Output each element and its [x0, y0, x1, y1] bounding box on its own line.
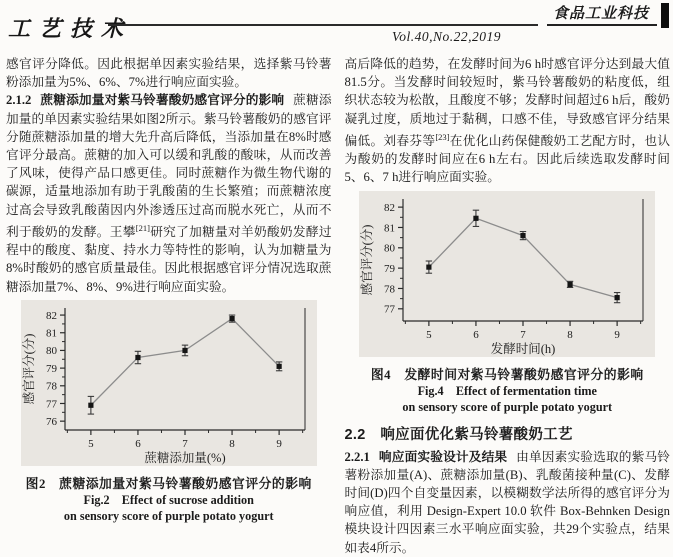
paragraph-text: 感官评分降低。因此根据单因素实验结果，选择紫马铃薯粉添加量为5%、6%、7%进行响应面实验。: [6, 57, 332, 90]
data-point-marker: [474, 215, 479, 220]
paragraph-text: 研究了加糖量对羊奶酸奶发酵过程中的酸度、黏度、持水力等特性的影响，认为加糖量为8%时酸奶的感官质量最佳。因此根据感官评分情况选取蔗糖添加量7%、8%、9%进行响应面实验。: [6, 225, 332, 294]
x-tick-label: 8: [567, 328, 574, 341]
right-column: [345, 55, 671, 557]
y-tick-label: 79: [45, 362, 57, 375]
section-2-1-2-paragraph: [6, 91, 332, 295]
x-tick-label: 8: [229, 437, 235, 450]
x-axis-label: 蔗糖添加量(%): [144, 450, 226, 465]
figure-4-caption-en-line2: on sensory score of purple potato yogurt: [402, 400, 613, 415]
journal-logo-bar: [661, 3, 669, 28]
y-axis-label: 感官评分(分): [360, 224, 375, 296]
column-section-label: 工艺技术: [8, 16, 133, 41]
y-tick-label: 78: [45, 380, 57, 393]
x-tick-label: 7: [520, 328, 526, 341]
y-tick-label: 81: [384, 221, 396, 234]
x-tick-label: 9: [276, 437, 282, 450]
paragraph-text: 高后降低的趋势，在发酵时间为6 h时感官评分达到最大值81.5分。当发酵时间较短时，紫马铃薯酸奶的粘度低，组织状态较为松散，且酸度不够；发酵时间超过6 h后，酸奶凝乳过度，质地过于黏稠，口感不佳，导致感官评分结果偏低。刘春芬等: [344, 57, 670, 149]
figure-2-caption-en-line2: on sensory score of purple potato yogurt: [63, 509, 274, 524]
section-title: 响应面实验设计及结果: [378, 449, 508, 464]
paragraph: [6, 55, 332, 91]
figure-2-caption-en-line1: Fig.2 Effect of sucrose addition: [83, 492, 254, 507]
x-tick-label: 6: [473, 328, 479, 341]
data-point-marker: [427, 264, 432, 269]
x-tick-label: 5: [87, 437, 94, 450]
citation-ref-21: [21]: [135, 222, 150, 233]
section-number: 2.2.1: [344, 449, 370, 464]
citation-ref-23: [23]: [435, 131, 450, 142]
y-tick-label: 80: [45, 345, 57, 358]
data-point-marker: [521, 233, 526, 238]
figure-2-caption-cn: 图2 蔗糖添加量对紫马铃薯酸奶感官评分的影响: [25, 476, 312, 491]
y-tick-label: 77: [384, 303, 396, 316]
section-title: 蔗糖添加量对紫马铃薯酸奶感官评分的影响: [40, 93, 285, 108]
two-column-content: [0, 50, 673, 557]
paragraph-text: 由单因素实验选取的紫马铃薯粉添加量(A)、蔗糖添加量(B)、乳酸菌接种量(C)、发酵时间(D)四个自变量因素，以模糊数学法所得的感官评分为响应值，利用 Design-Expert 10.0 软件 Box-Behnken Design 模块设计四因素三水平响应面实验，共29个实验点，结果如表4所示。: [344, 449, 670, 555]
y-axis-label: 感官评分(分): [21, 333, 36, 405]
x-tick-label: 9: [614, 328, 621, 341]
x-tick-label: 6: [134, 437, 141, 450]
data-point-marker: [182, 348, 187, 353]
data-point-marker: [615, 295, 620, 300]
header-divider: [108, 24, 538, 26]
journal-logo: 食品工业科技: [547, 1, 657, 26]
y-tick-label: 82: [384, 201, 396, 214]
section-number: 2.1.2: [6, 93, 32, 108]
figure-4: [355, 191, 659, 416]
figure-4-chart-host: [355, 191, 659, 357]
figure-2: [17, 300, 321, 525]
y-tick-label: 81: [45, 327, 57, 340]
y-tick-label: 78: [384, 282, 396, 295]
figure-2-chart-host: [17, 300, 321, 466]
figure-4-caption-en-line1: Fig.4 Effect of fermentation time: [417, 383, 597, 398]
x-tick-label: 5: [426, 328, 432, 341]
data-point-marker: [229, 316, 234, 321]
x-axis-label: 发酵时间(h): [490, 341, 556, 356]
data-point-marker: [135, 355, 140, 360]
paragraph-text: 蔗糖添加量的单因素实验结果如图2所示。紫马铃薯酸奶的感官评分随蔗糖添加量的增大先升高后降低，当添加量在8%时感官评分最高。蔗糖的加入可以缓和乳酸的酸味，从而改善了风味，使得产品口感更佳。同时蔗糖作为微生物代谢的碳源，适量地添加有助于乳酸菌的生长繁殖；而蔗糖浓度过高会导致乳酸菌因内外渗透压过高而脱水死亡，从而不利于酸奶的发酵。王攀: [6, 93, 332, 240]
fig4-line-chart: [359, 191, 655, 357]
y-tick-label: 77: [45, 398, 57, 411]
data-point-marker: [276, 364, 281, 369]
data-point-marker: [568, 281, 573, 286]
data-point-marker: [88, 403, 93, 408]
y-tick-label: 76: [45, 415, 57, 428]
y-tick-label: 79: [384, 262, 396, 275]
figure-4-caption-cn: 图4 发酵时间对紫马铃薯酸奶感官评分的影响: [370, 367, 644, 382]
volume-issue-line: Vol.40,No.22,2019: [392, 29, 502, 44]
x-tick-label: 7: [182, 437, 188, 450]
y-tick-label: 82: [45, 309, 57, 322]
section-2-2-heading: 2.2 响应面优化紫马铃薯酸奶工艺: [344, 426, 573, 443]
section-2-2-1-paragraph: [345, 448, 671, 557]
paragraph: [345, 55, 671, 187]
fig2-line-chart: [21, 300, 317, 466]
paragraph-text: 在优化山药保健酸奶工艺配方时，也认为酸奶的发酵时间应在6 h左右。因此后续选取发酵时间5、6、7 h进行响应面实验。: [344, 134, 671, 185]
left-column: [6, 55, 332, 557]
y-tick-label: 80: [384, 242, 396, 255]
page-header: [0, 0, 673, 50]
